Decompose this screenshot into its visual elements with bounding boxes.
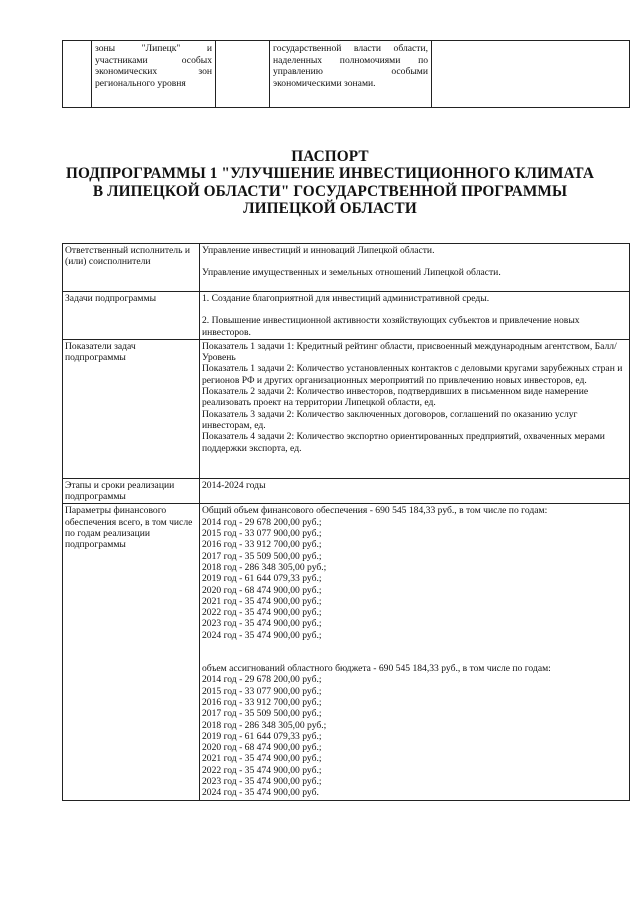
year-amount: 2015 год - 33 077 900,00 руб.; bbox=[202, 528, 322, 540]
year-amount: 2014 год - 29 678 200,00 руб.; bbox=[202, 516, 322, 528]
year-amount: 2021 год - 35 474 900,00 руб.; bbox=[202, 595, 322, 607]
row-value: Общий объем финансового обеспечения - 690 545 184,33 руб., в том числе по годам: 2014 год - 29 678 200,00 руб.; 2015 год - 33 077 900,00 руб.; 2016 год - 33 912 700,00 руб.; 2017 год - 35 509 500,00 руб.; 2018 год - 286 348 305,00 руб.; 2019 год - 61 644 079,33 руб.; 2020 год - 68 474 900,00 руб.; 2021 год - 35 474 900,00 руб.; 2022 год - 35 474 900,00 руб.; 2023 год - 35 474 900,00 руб.; 2024 год - 35 474 900,00 руб.; объем ассигнований областного бюджета - 690 545 184,33 руб., в том числе по годам: 2014 год - 29 678 200,00 руб.; 2015 год - 33 077 900,00 руб.; 2016 год - 33 912 700,00 руб.; 2017 год - 35 509 500,00 руб.; 2018 год - 286 348 305,00 руб.; 2019 год - 61 644 079,33 руб.; 2020 год - 68 474 900,00 руб.; 2021 год - 35 474 900,00 руб.; 2022 год - 35 474 900,00 руб.; 2023 год - 35 474 900,00 руб.; 2024 год - 35 474 900,00 руб. bbox=[200, 504, 630, 800]
table-row bbox=[63, 244, 630, 292]
heading-line: ПОДПРОГРАММЫ 1 "УЛУЧШЕНИЕ ИНВЕСТИЦИОННОГО КЛИМАТА bbox=[65, 165, 595, 183]
heading-line: ПАСПОРТ bbox=[291, 148, 369, 165]
row-label: Параметры финансового обеспечения всего, в том числе по годам реализации подпрограммы bbox=[63, 504, 200, 800]
year-amount: 2016 год - 33 912 700,00 руб.; bbox=[202, 539, 322, 551]
passport-table bbox=[62, 243, 630, 801]
year-amount: 2015 год - 33 077 900,00 руб.; bbox=[202, 685, 322, 697]
year-amount: 2020 год - 68 474 900,00 руб.; bbox=[202, 742, 322, 754]
year-amount: 2016 год - 33 912 700,00 руб.; bbox=[202, 696, 322, 708]
zone-participants-cell: зоны "Липецк" и участниками особых экономических зон регионального уровня bbox=[92, 41, 216, 108]
empty-cell bbox=[216, 41, 270, 108]
row-label: Задачи подпрограммы bbox=[63, 292, 200, 340]
row-label: Показатели задач подпрограммы bbox=[63, 339, 200, 478]
year-amount: 2022 год - 35 474 900,00 руб.; bbox=[202, 607, 322, 619]
table-row bbox=[63, 41, 630, 108]
row-value: Управление инвестиций и инноваций Липецкой области. Управление имущественных и земельных отношений Липецкой области. bbox=[200, 244, 630, 292]
year-amount: 2024 год - 35 474 900,00 руб. bbox=[202, 787, 319, 799]
table-row bbox=[63, 292, 630, 340]
year-amount: 2024 год - 35 474 900,00 руб.; bbox=[202, 629, 322, 641]
year-amount: 2014 год - 29 678 200,00 руб.; bbox=[202, 674, 322, 686]
heading-line: ЛИПЕЦКОЙ ОБЛАСТИ bbox=[243, 200, 417, 218]
year-amount: 2017 год - 35 509 500,00 руб.; bbox=[202, 550, 322, 562]
year-amount: 2017 год - 35 509 500,00 руб.; bbox=[202, 708, 322, 720]
row-label: Этапы и сроки реализации подпрограммы bbox=[63, 478, 200, 504]
heading-line: В ЛИПЕЦКОЙ ОБЛАСТИ" ГОСУДАРСТВЕННОЙ ПРОГРАММЫ bbox=[92, 182, 568, 200]
year-amount: 2019 год - 61 644 079,33 руб.; bbox=[202, 573, 322, 585]
continuation-table bbox=[62, 40, 630, 108]
row-value: 1. Создание благоприятной для инвестиций административной среды. 2. Повышение инвестиционной активности хозяйствующих субъектов и привлечение новых инвесторов. bbox=[200, 292, 630, 340]
year-amount: 2023 год - 35 474 900,00 руб.; bbox=[202, 618, 322, 630]
passport-heading bbox=[40, 148, 620, 218]
year-amount: 2021 год - 35 474 900,00 руб.; bbox=[202, 753, 322, 765]
empty-cell bbox=[432, 41, 630, 108]
row-value: 2014-2024 годы bbox=[200, 478, 630, 504]
year-amount: 2018 год - 286 348 305,00 руб.; bbox=[202, 719, 327, 731]
year-amount: 2022 год - 35 474 900,00 руб.; bbox=[202, 764, 322, 776]
table-row bbox=[63, 504, 630, 800]
year-amount: 2018 год - 286 348 305,00 руб.; bbox=[202, 561, 327, 573]
authority-cell: государственной власти области, наделенных полномочиями по управлению особыми экономическими зонами. bbox=[270, 41, 432, 108]
row-value: Показатель 1 задачи 1: Кредитный рейтинг области, присвоенный международным агентством, Балл/Уровень Показатель 1 задачи 2: Количество установленных контактов с деловыми кругами зарубежных стран и регионов РФ и других организационных мероприятий по привлечению новых инвесторов, ед. Показатель 2 задачи 2: Количество инвесторов, подтвердивших в письменном виде намерение реализовать проект на территории Липецкой области, ед. Показатель 3 задачи 2: Количество заключенных договоров, соглашений по оказанию услуг инвесторам, ед. Показатель 4 задачи 2: Количество экспортно ориентированных предприятий, охваченных мерами поддержки экспорта, ед. bbox=[200, 339, 630, 478]
row-label: Ответственный исполнитель и (или) соисполнители bbox=[63, 244, 200, 292]
year-amount: 2023 год - 35 474 900,00 руб.; bbox=[202, 776, 322, 788]
table-row bbox=[63, 478, 630, 504]
empty-cell bbox=[63, 41, 92, 108]
table-row bbox=[63, 339, 630, 478]
year-amount: 2020 год - 68 474 900,00 руб.; bbox=[202, 584, 322, 596]
year-amount: 2019 год - 61 644 079,33 руб.; bbox=[202, 730, 322, 742]
